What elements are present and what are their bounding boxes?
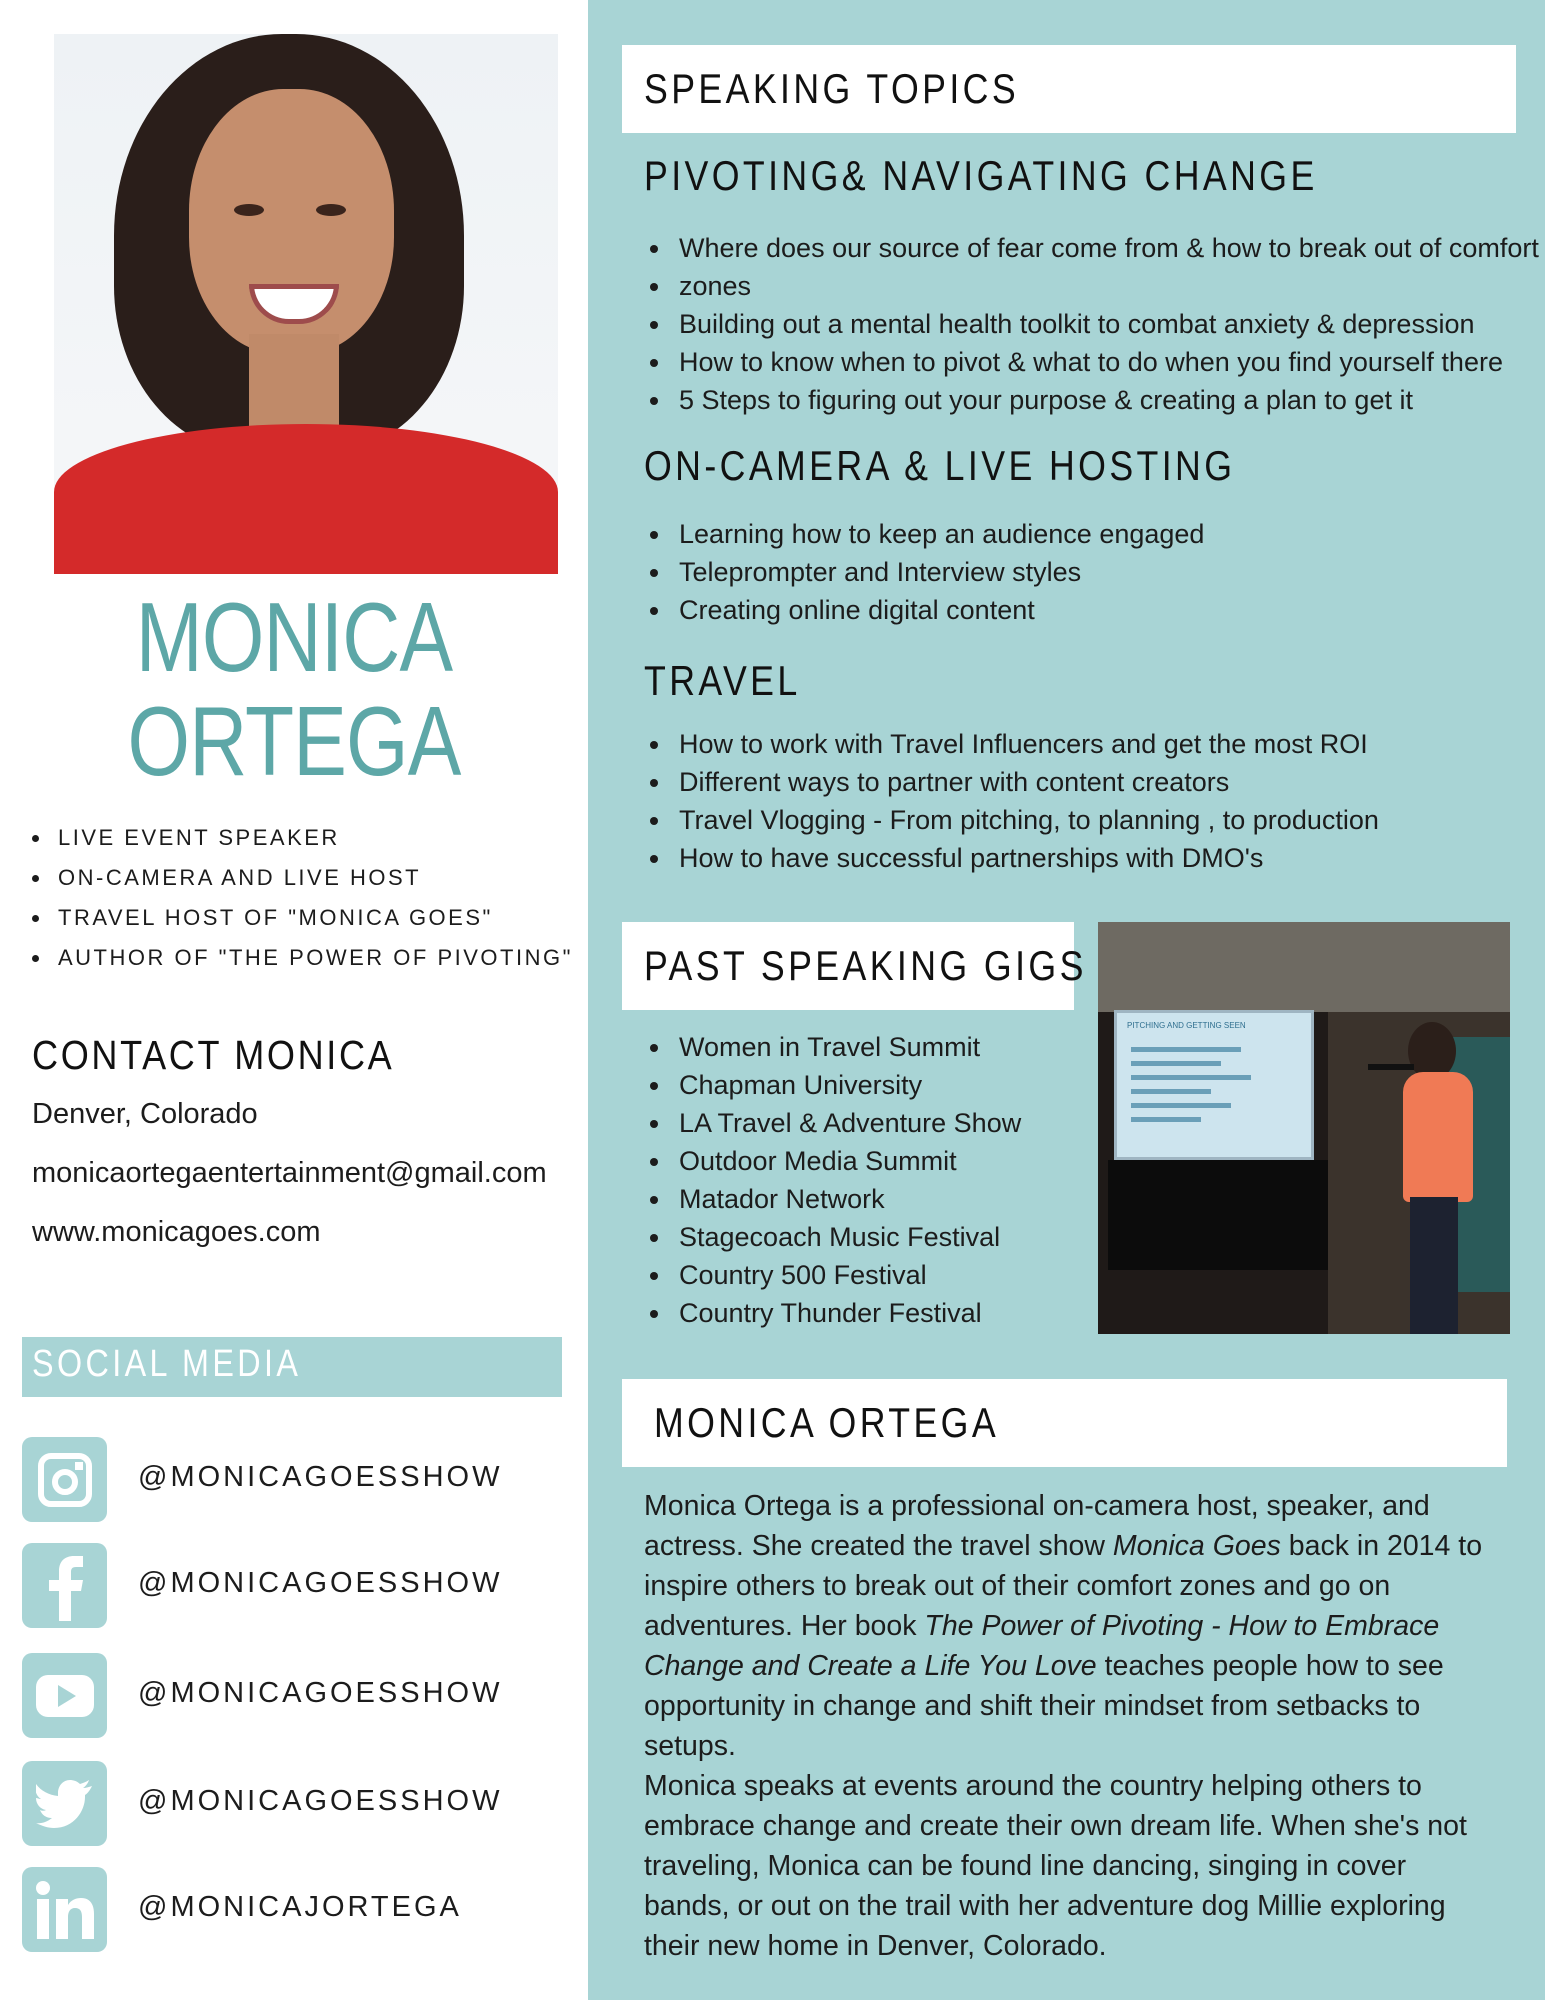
topic-heading: PIVOTING& NAVIGATING CHANGE xyxy=(644,152,1318,199)
last-name: ORTEGA xyxy=(127,686,461,796)
instagram-icon[interactable] xyxy=(22,1437,107,1522)
bio-text: teaches people how to see opportunity in change and shift their mindset from setbacks to setups. xyxy=(644,1650,1444,1762)
contact-location: Denver, Colorado xyxy=(32,1098,258,1130)
gigs-list xyxy=(644,1028,1021,1332)
contact-website[interactable]: www.monicagoes.com xyxy=(32,1216,321,1248)
topic-list xyxy=(644,229,1539,419)
headshot-photo xyxy=(54,34,558,574)
topic-item: Different ways to partner with content creators xyxy=(644,763,1379,801)
bio-text: Monica Ortega is a professional on-camera host, speaker, and actress. She created the travel show xyxy=(644,1490,1430,1562)
social-handle[interactable]: @MONICAGOESSHOW xyxy=(138,1677,503,1709)
topic-item: Building out a mental health toolkit to combat anxiety & depression xyxy=(644,305,1539,343)
topic-list xyxy=(644,515,1204,629)
role-item: AUTHOR OF "THE POWER OF PIVOTING" xyxy=(30,938,573,978)
roles-list xyxy=(30,818,573,978)
speaking-topics-header xyxy=(622,45,1516,133)
bio-paragraph-2: Monica speaks at events around the country helping others to embrace change and create their own dream life. When she's not traveling, Monica can be found line dancing, singing in cover bands, or out on the trail with her adventure dog Millie exploring their new home in Denver, Colorado. xyxy=(644,1770,1467,1962)
gig-item: Outdoor Media Summit xyxy=(644,1142,1021,1180)
social-handle[interactable]: @MONICAGOESSHOW xyxy=(138,1567,503,1599)
social-handle[interactable]: @MONICAGOESSHOW xyxy=(138,1785,503,1817)
bio-text: back in 2014 to inspire others to break out of their comfort zones and go on adventures. Her book xyxy=(644,1530,1483,1642)
social-media-heading: SOCIAL MEDIA xyxy=(32,1343,302,1385)
topic-heading: ON-CAMERA & LIVE HOSTING xyxy=(644,442,1236,489)
social-row-youtube[interactable] xyxy=(22,1653,562,1741)
twitter-icon[interactable] xyxy=(22,1761,107,1846)
name-title xyxy=(53,582,535,796)
screen-title: PITCHING AND GETTING SEEN xyxy=(1127,1021,1246,1030)
first-name: MONICA xyxy=(135,582,453,692)
bio-show-title: Monica Goes xyxy=(1112,1530,1281,1562)
topic-list xyxy=(644,725,1379,877)
social-row-facebook[interactable] xyxy=(22,1543,562,1631)
social-media-band xyxy=(22,1337,562,1397)
speaking-topics-title: SPEAKING TOPICS xyxy=(644,65,1020,112)
linkedin-icon[interactable] xyxy=(22,1867,107,1952)
social-row-instagram[interactable] xyxy=(22,1437,562,1525)
social-handle[interactable]: @MONICAGOESSHOW xyxy=(138,1461,503,1493)
gig-item: Country 500 Festival xyxy=(644,1256,1021,1294)
gig-item: Country Thunder Festival xyxy=(644,1294,1021,1332)
past-gigs-header xyxy=(622,922,1087,1010)
topic-item: How to have successful partnerships with DMO's xyxy=(644,839,1379,877)
left-column xyxy=(0,0,588,2000)
past-gigs-title: PAST SPEAKING GIGS xyxy=(644,942,1087,989)
social-row-linkedin[interactable] xyxy=(22,1867,562,1955)
presentation-screen xyxy=(1114,1010,1314,1160)
topic-item: Travel Vlogging - From pitching, to planning , to production xyxy=(644,801,1379,839)
role-item: ON-CAMERA AND LIVE HOST xyxy=(30,858,573,898)
gig-item: Stagecoach Music Festival xyxy=(644,1218,1021,1256)
topic-heading: TRAVEL xyxy=(644,657,801,704)
gig-item: Women in Travel Summit xyxy=(644,1028,1021,1066)
role-item: LIVE EVENT SPEAKER xyxy=(30,818,573,858)
topic-item: 5 Steps to figuring out your purpose & creating a plan to get it xyxy=(644,381,1539,419)
contact-email[interactable]: monicaortegaentertainment@gmail.com xyxy=(32,1157,547,1189)
social-handle[interactable]: @MONICAJORTEGA xyxy=(138,1891,462,1923)
speaking-event-photo xyxy=(1098,922,1510,1334)
topic-item: Teleprompter and Interview styles xyxy=(644,553,1204,591)
social-row-twitter[interactable] xyxy=(22,1761,562,1849)
bio-title: MONICA ORTEGA xyxy=(654,1399,1000,1446)
topic-item: Where does our source of fear come from & how to break out of comfort xyxy=(644,229,1539,267)
youtube-icon[interactable] xyxy=(22,1653,107,1738)
contact-heading: CONTACT MONICA xyxy=(32,1032,395,1078)
topic-item: Creating online digital content xyxy=(644,591,1204,629)
gig-item: Matador Network xyxy=(644,1180,1021,1218)
facebook-icon[interactable] xyxy=(22,1543,107,1628)
gig-item: LA Travel & Adventure Show xyxy=(644,1104,1021,1142)
topic-item: How to know when to pivot & what to do when you find yourself there xyxy=(644,343,1539,381)
topic-item-continued: zones xyxy=(644,267,1539,305)
bio-paragraph-1 xyxy=(644,1486,1494,1766)
bio-header xyxy=(622,1379,1507,1467)
topic-item: Learning how to keep an audience engaged xyxy=(644,515,1204,553)
topic-item: How to work with Travel Influencers and get the most ROI xyxy=(644,725,1379,763)
gig-item: Chapman University xyxy=(644,1066,1021,1104)
bio-book-title: The Power of Pivoting - How to Embrace Change and Create a Life You Love xyxy=(644,1610,1440,1682)
role-item: TRAVEL HOST OF "MONICA GOES" xyxy=(30,898,573,938)
